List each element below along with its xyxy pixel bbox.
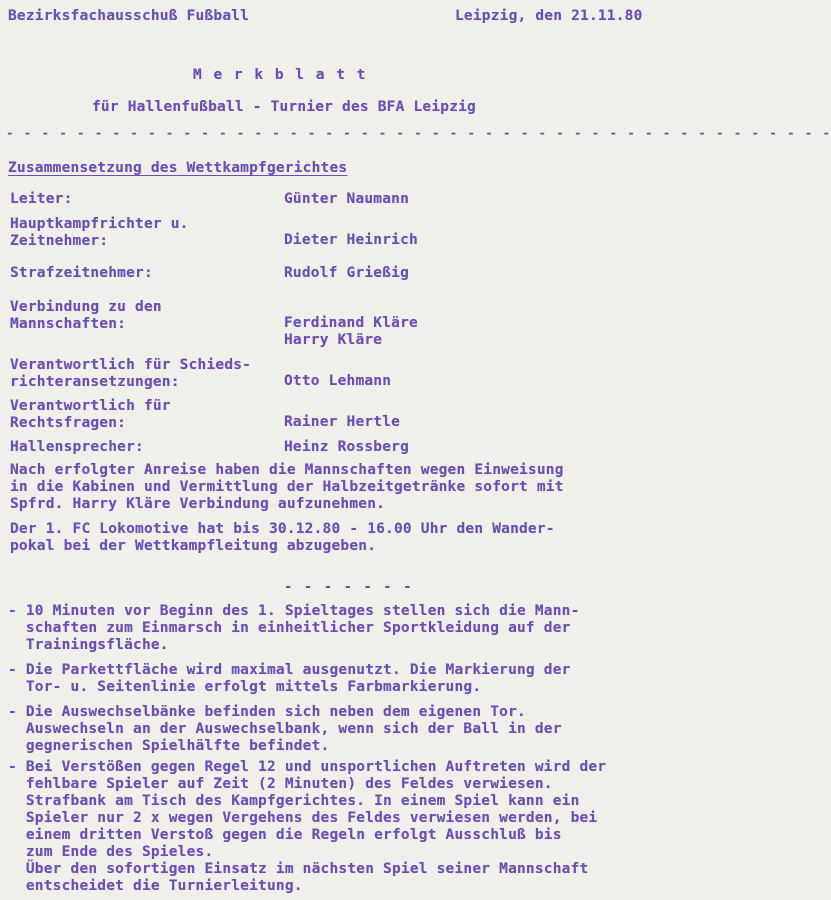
paragraph-trophy: Der 1. FC Lokomotive hat bis 30.12.80 - 16.00 Uhr den Wander- pokal bei der Wettkampfleitung abzugeben. <box>10 521 555 554</box>
document-subtitle: für Hallenfußball - Turnier des BFA Leipzig <box>92 99 476 115</box>
role-label-hauptkampfrichter: Hauptkampfrichter u. Zeitnehmer: <box>10 216 189 249</box>
role-name-schiedsrichter: Otto Lehmann <box>284 373 392 389</box>
list-item-penalties: - Bei Verstößen gegen Regel 12 und unsportlichen Auftreten wird der fehlbare Spieler auf Zeit (2 Minuten) des Feldes verwiesen. Strafbank am Tisch des Kampfgerichtes. In einem Spiel kann ein Spieler nur 2 x wegen Vergehens des Feldes verwiesen werden, bei einem dritten Verstoß gegen die Regeln erfolgt Ausschluß bis zum Ende des Spieles. Über den sofortigen Einsatz im nächsten Spiel seiner Mannschaft entscheidet die Turnierleitung. <box>8 759 607 894</box>
section-heading: Zusammensetzung des Wettkampfgerichtes <box>8 160 348 176</box>
role-label-hallensprecher: Hallensprecher: <box>10 439 144 455</box>
document-title: M e r k b l a t t <box>193 67 367 83</box>
dashed-rule-middle: - - - - - - - <box>284 579 414 595</box>
list-item-floor: - Die Parkettfläche wird maximal ausgenutzt. Die Markierung der Tor- u. Seitenlinie erfolgt mittels Farbmarkierung. <box>8 662 571 695</box>
role-name-strafzeitnehmer: Rudolf Grießig <box>284 265 410 281</box>
role-name-verbindung: Ferdinand Kläre Harry Kläre <box>284 315 418 348</box>
role-name-hauptkampfrichter: Dieter Heinrich <box>284 232 418 248</box>
place-date: Leipzig, den 21.11.80 <box>455 8 643 24</box>
role-label-leiter: Leiter: <box>10 191 73 207</box>
role-name-rechtsfragen: Rainer Hertle <box>284 414 401 430</box>
paragraph-arrival: Nach erfolgter Anreise haben die Mannschaften wegen Einweisung in die Kabinen und Vermittlung der Halbzeitgetränke sofort mit Spfrd. Harry Kläre Verbindung aufzunehmen. <box>10 462 564 512</box>
list-item-substitution: - Die Auswechselbänke befinden sich neben dem eigenen Tor. Auswechseln an der Auswechselbank, wenn sich der Ball in der gegnerischen Spielhälfte befindet. <box>8 704 562 754</box>
role-label-schiedsrichter: Verantwortlich für Schieds- richteransetzungen: <box>10 357 252 390</box>
role-label-rechtsfragen: Verantwortlich für Rechtsfragen: <box>10 398 171 431</box>
role-label-strafzeitnehmer: Strafzeitnehmer: <box>10 265 153 281</box>
role-name-hallensprecher: Heinz Rossberg <box>284 439 410 455</box>
dashed-rule-top: - - - - - - - - - - - - - - - - - - - - - - - - - - - - - - - - - - - - - - - - - - - - - - - <box>6 125 831 140</box>
role-label-verbindung: Verbindung zu den Mannschaften: <box>10 299 162 332</box>
organization-header: Bezirksfachausschuß Fußball <box>8 8 250 24</box>
list-item-lineup: - 10 Minuten vor Beginn des 1. Spieltages stellen sich die Mann- schaften zum Einmarsch in einheitlicher Sportkleidung auf der Trainingsfläche. <box>8 603 580 653</box>
role-name-leiter: Günter Naumann <box>284 191 410 207</box>
